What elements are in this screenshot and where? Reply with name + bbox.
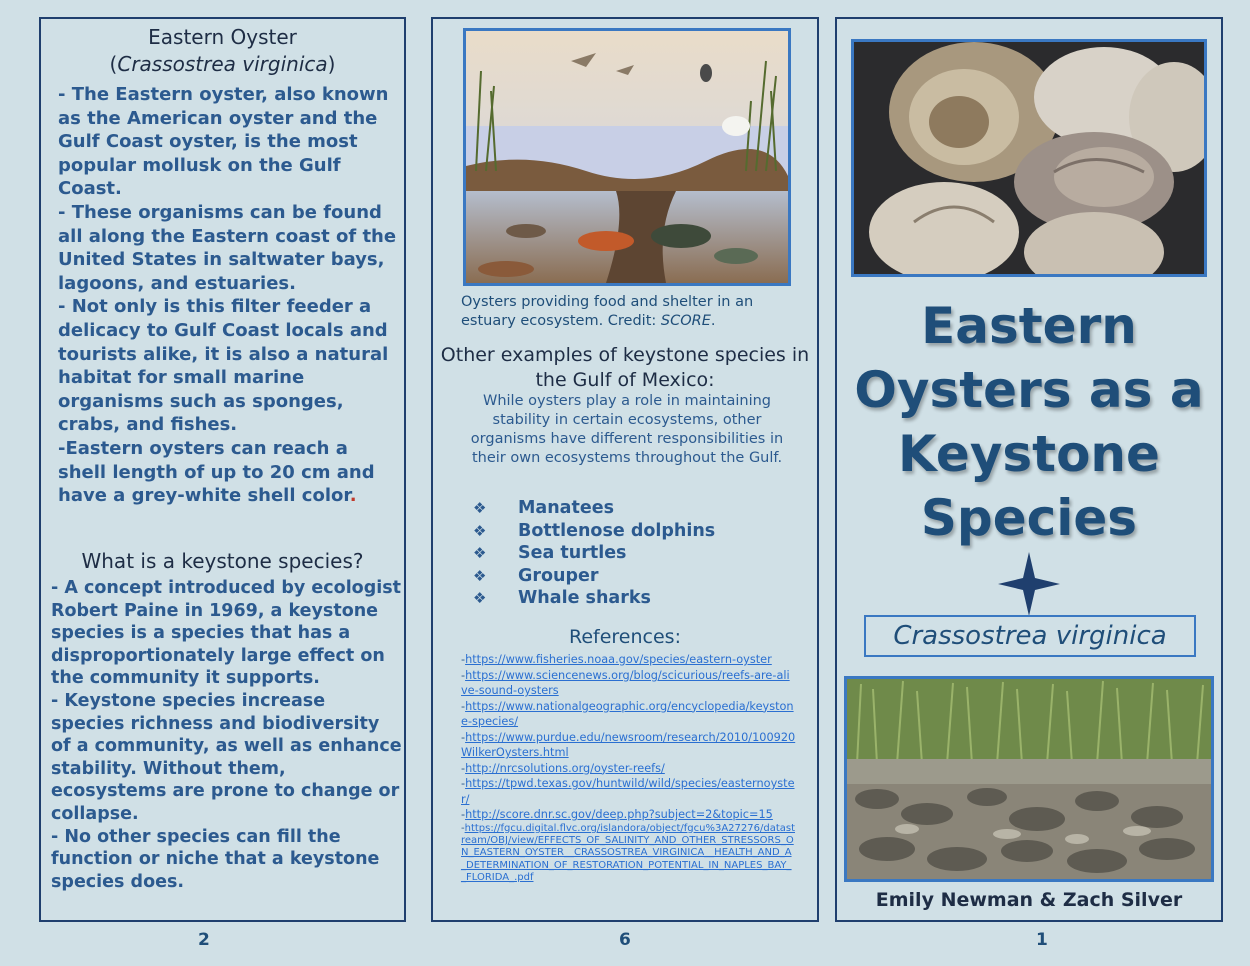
oyster-paragraph: - Not only is this filter feeder a delicacy to Gulf Coast locals and tourists alike, it is also a natural habitat for small marine organisms such as sponges, crabs, and fishes. [58, 296, 389, 436]
oyster-shells-svg [854, 42, 1204, 274]
diamond-bullet-icon: ❖ [473, 589, 487, 607]
species-name: Manatees [518, 498, 615, 518]
species-name: Whale sharks [518, 588, 651, 608]
reference-item: -https://www.sciencenews.org/blog/scicurious/reefs-are-alive-sound-oysters [461, 668, 790, 697]
image-caption [461, 293, 801, 331]
list-item [473, 587, 793, 610]
diamond-bullet-icon: ❖ [473, 499, 487, 517]
other-examples-heading: Other examples of keystone species in the Gulf of Mexico: [440, 344, 810, 391]
reference-item: -https://www.nationalgeographic.org/encyclopedia/keystone-species/ [461, 699, 794, 728]
other-examples-body: While oysters play a role in maintaining stability in certain ecosystems, other organisms have different responsibilities in their own ecosystems throughout the Gulf. [470, 393, 784, 466]
caption-end: . [710, 313, 716, 329]
keystone-paragraph: - No other species can fill the function or niche that a keystone species does. [51, 826, 380, 892]
reference-item: -https://www.purdue.edu/newsroom/research/2010/100920WilkerOysters.html [461, 730, 796, 759]
reference-link[interactable]: https://www.nationalgeographic.org/encyclopedia/keystone-species/ [461, 699, 794, 728]
marsh-svg [847, 679, 1211, 879]
page-number-right: 1 [1036, 930, 1048, 950]
diamond-bullet-icon: ❖ [473, 566, 487, 585]
references-list [461, 652, 796, 885]
left-title-line1: Eastern Oyster [148, 25, 297, 49]
reference-item: -https://fgcu.digital.flvc.org/islandora/object/fgcu%3A27276/datastream/OBJ/view/EFFECTS_OF_SALINITY_AND_OTHER_STRESSORS_ON_EASTERN_OYSTER__CRASSOSTREA_VIRGINICA__HEALTH_AND_A_DETERMINATION_OF_RESTORATION_POTENTIAL_IN_NAPLES_BAY__FLORIDA_.pdf [461, 822, 795, 884]
left-title-sci: Crassostrea virginica [117, 52, 328, 76]
scientific-name: Crassostrea virginica [864, 615, 1196, 657]
reference-link[interactable]: https://www.purdue.edu/newsroom/research/2010/100920WilkerOysters.html [461, 730, 796, 759]
keystone-heading: What is a keystone species? [81, 549, 364, 573]
reference-item: -https://tpwd.texas.gov/huntwild/wild/species/easternoyster/ [461, 777, 795, 806]
reference-link[interactable]: http://nrcsolutions.org/oyster-reefs/ [465, 761, 665, 775]
reference-link[interactable]: https://www.fisheries.noaa.gov/species/eastern-oyster [465, 653, 772, 666]
diamond-bullet-icon: ❖ [473, 521, 487, 540]
star-svg [998, 552, 1060, 616]
references-heading: References: [569, 626, 681, 648]
caption-credit: SCORE [660, 313, 711, 329]
reference-link[interactable]: http://score.dnr.sc.gov/deep.php?subject=2&topic=15 [465, 808, 773, 821]
species-name: Grouper [518, 565, 599, 586]
reference-link[interactable]: https://tpwd.texas.gov/huntwild/wild/species/easternoyster/ [461, 777, 795, 806]
estuary-illustration-svg [466, 31, 788, 283]
list-item [473, 542, 793, 565]
reference-item: -http://nrcsolutions.org/oyster-reefs/ [461, 761, 665, 775]
main-title: Eastern Oysters as a Keystone Species [854, 297, 1204, 547]
panel-middle [431, 17, 819, 922]
species-list [473, 497, 793, 610]
four-point-star-icon [998, 552, 1060, 616]
list-item [473, 565, 793, 588]
paren-open: ( [109, 52, 118, 76]
page-number-middle: 6 [619, 930, 631, 950]
page-number-left: 2 [198, 930, 210, 950]
left-title [41, 24, 404, 78]
oyster-shells-photo-icon [851, 39, 1207, 277]
keystone-description [51, 577, 403, 893]
oyster-paragraph: - These organisms can be found all along the Eastern coast of the United States in saltwater bays, lagoons, and estuaries. [58, 201, 397, 294]
species-name: Sea turtles [518, 543, 627, 563]
oyster-paragraph [58, 437, 398, 508]
reference-link[interactable]: https://fgcu.digital.flvc.org/islandora/object/fgcu%3A27276/datastream/OBJ/view/EFFECTS_OF_SALINITY_AND_OTHER_STRESSORS_ON_EASTERN_OYSTER__CRASSOSTREA_VIRGINICA__HEALTH_AND_A_DETERMINATION_OF_RESTORATION_POTENTIAL_IN_NAPLES_BAY__FLORIDA_.pdf [461, 822, 795, 884]
estuary-illustration-icon [463, 28, 791, 286]
reference-item: -http://score.dnr.sc.gov/deep.php?subject=2&topic=15 [461, 808, 773, 821]
diamond-bullet-icon: ❖ [473, 544, 487, 562]
red-period: . [349, 485, 357, 507]
left-title-line2 [41, 51, 404, 78]
panel-left [39, 17, 406, 922]
oyster-description [58, 83, 398, 508]
reference-item: -https://www.fisheries.noaa.gov/species/eastern-oyster [461, 653, 772, 666]
oyster-reef-marsh-photo-icon [844, 676, 1214, 882]
paren-close: ) [327, 52, 336, 76]
list-item [473, 520, 793, 543]
list-item [473, 497, 793, 520]
panel-right [835, 17, 1223, 922]
reference-link[interactable]: https://www.sciencenews.org/blog/scicurious/reefs-are-alive-sound-oysters [461, 668, 790, 697]
species-name: Bottlenose dolphins [518, 520, 716, 541]
keystone-paragraph: - Keystone species increase species richness and biodiversity of a community, as well as enhance stability. Without them, ecosystems are prone to change or collapse. [51, 690, 402, 824]
keystone-paragraph: - A concept introduced by ecologist Robert Paine in 1969, a keystone species is a species that has a disproportionately large effect on the community it supports. [51, 578, 402, 689]
oyster-paragraph: - The Eastern oyster, also known as the American oyster and the Gulf Coast oyster, is the most popular mollusk on the Gulf Coast. [58, 84, 389, 200]
caption-text: Oysters providing food and shelter in an estuary ecosystem. Credit: [461, 294, 754, 329]
authors: Emily Newman & Zach Silver [875, 889, 1183, 911]
oyster-paragraph-text: -Eastern oysters can reach a shell length of up to 20 cm and have a grey-white shell color [58, 437, 375, 507]
